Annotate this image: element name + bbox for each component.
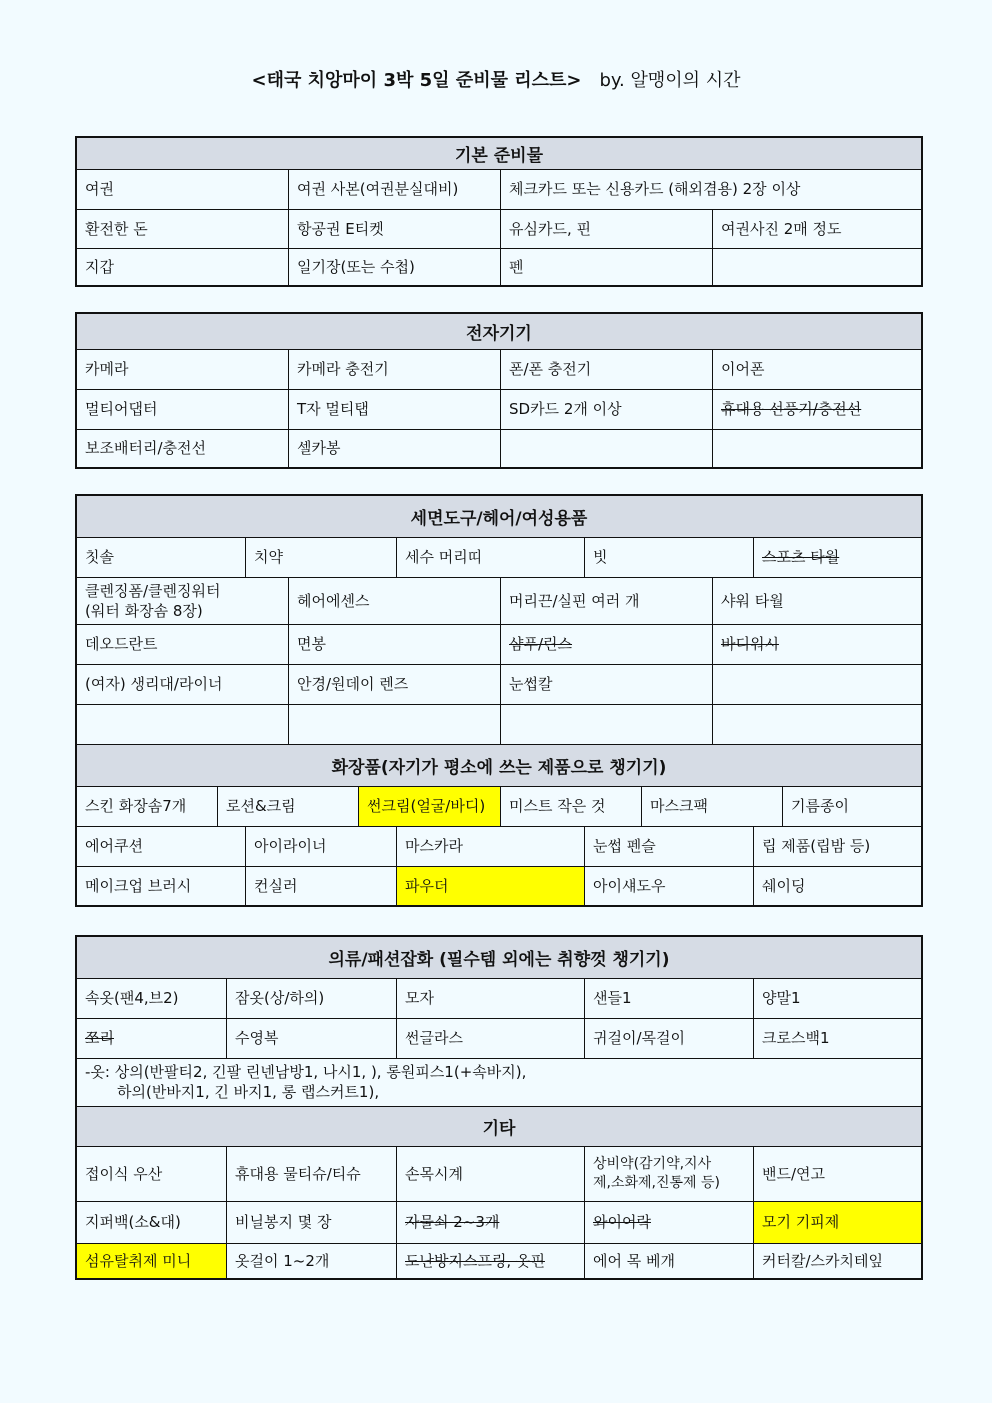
cell-line: 상비약(감기약,지사 <box>593 1156 712 1173</box>
table-cell: 보조배터리/충전선 <box>77 430 289 467</box>
table-cell: 칫솔 <box>77 538 246 577</box>
table-row <box>77 1244 921 1278</box>
cell-line: 클렌징폼/클렌징워터 <box>85 581 221 600</box>
table-cell-struck: 스포츠 타월 <box>762 548 840 567</box>
table-cell-struck: 휴대용 선풍기/충전선 <box>721 400 862 419</box>
table-cell: (여자) 생리대/라이너 <box>77 665 289 704</box>
table-row <box>77 538 921 578</box>
table-row <box>77 625 921 665</box>
table-cell: 수영복 <box>227 1019 397 1058</box>
table-cell: 눈썹 펜슬 <box>585 827 754 866</box>
table-cell: 머리끈/실핀 여러 개 <box>501 578 713 624</box>
section-header: 기타 <box>77 1107 921 1147</box>
table-cell: 모자 <box>397 979 585 1018</box>
table-cell: 치약 <box>246 538 397 577</box>
table-cell: 에어 목 베개 <box>585 1244 754 1278</box>
table-cell: 펜 <box>501 249 713 285</box>
table-cell: 로션&크림 <box>218 787 359 826</box>
table-cell: 항공권 E티켓 <box>289 210 501 248</box>
table-cell: 기름종이 <box>791 797 849 816</box>
section-basic <box>75 136 923 287</box>
table-cell: 아이섀도우 <box>585 867 754 905</box>
table-cell: 옷걸이 1~2개 <box>227 1244 397 1278</box>
table-row <box>77 787 921 827</box>
table-cell-highlighted: 파우더 <box>397 867 585 905</box>
table-cell: 멀티어댑터 <box>77 390 289 429</box>
table-cell: 면봉 <box>289 625 501 664</box>
table-cell: 귀걸이/목걸이 <box>585 1019 754 1058</box>
table-cell: 폰/폰 충전기 <box>501 350 713 389</box>
table-cell <box>713 705 921 744</box>
table-cell <box>501 705 713 744</box>
table-cell: 크로스백1 <box>762 1029 830 1048</box>
table-cell <box>585 1147 754 1201</box>
table-cell-struck: 자물쇠 2~3개 <box>397 1202 585 1243</box>
table-cell: 지갑 <box>77 249 289 285</box>
section-header: 전자기기 <box>77 314 921 350</box>
table-cell: 여권사진 2매 정도 <box>721 219 842 238</box>
title-author: by. 알맹이의 시간 <box>599 70 741 91</box>
table-cell <box>713 249 921 285</box>
section-header: 세면도구/헤어/여성용품 <box>77 496 921 538</box>
table-cell: 샤워 타월 <box>721 591 784 610</box>
table-cell: 지퍼백(소&대) <box>77 1202 227 1243</box>
table-cell-struck: 와이어락 <box>585 1202 754 1243</box>
table-cell: 비닐봉지 몇 장 <box>227 1202 397 1243</box>
table-cell-highlighted: 모기 기피제 <box>754 1202 921 1243</box>
section-electronics <box>75 312 923 469</box>
table-cell: 체크카드 또는 신용카드 (해외겸용) 2장 이상 <box>509 180 801 199</box>
section-toiletries-cosmetics <box>75 494 923 907</box>
table-cell: 안경/원데이 렌즈 <box>289 665 501 704</box>
note-line: 하의(반바지1, 긴 바지1, 롱 랩스커트1), <box>117 1082 380 1101</box>
table-cell: 일기장(또는 수첩) <box>289 249 501 285</box>
table-cell: 썬글라스 <box>397 1019 585 1058</box>
table-cell-struck: 쪼리 <box>77 1019 227 1058</box>
table-cell: 손목시계 <box>397 1147 585 1201</box>
table-cell: 세수 머리띠 <box>397 538 585 577</box>
table-cell: 여권 <box>77 170 289 209</box>
table-cell-highlighted: 섬유탈취제 미니 <box>77 1244 227 1278</box>
table-cell-struck: 도난방지스프링, 옷핀 <box>397 1244 585 1278</box>
table-cell <box>289 705 501 744</box>
table-cell: 미스트 작은 것 <box>501 787 642 826</box>
cell-line: 제,소화제,진통제 등) <box>593 1175 721 1191</box>
page-title <box>0 66 992 92</box>
table-cell: 립 제품(립밤 등) <box>762 837 871 856</box>
cell-line: (워터 화장솜 8장) <box>85 602 203 620</box>
table-cell: 환전한 돈 <box>77 210 289 248</box>
title-main: <태국 치앙마이 3박 5일 준비물 리스트> <box>251 70 582 91</box>
table-cell: 커터칼/스카치테잎 <box>762 1251 883 1270</box>
table-cell: 여권 사본(여권분실대비) <box>289 170 501 209</box>
table-cell: 셀카봉 <box>289 430 501 467</box>
table-cell: 눈썹칼 <box>501 665 713 704</box>
table-row <box>77 578 921 625</box>
table-row <box>77 350 921 390</box>
table-cell: 스킨 화장솜7개 <box>77 787 218 826</box>
table-cell: 헤어에센스 <box>289 578 501 624</box>
table-row <box>77 390 921 430</box>
table-cell: 이어폰 <box>721 360 765 379</box>
table-cell: 빗 <box>585 538 754 577</box>
table-cell: 에어쿠션 <box>77 827 246 866</box>
table-cell <box>77 578 289 624</box>
table-cell: 카메라 충전기 <box>289 350 501 389</box>
table-row <box>77 210 921 249</box>
table-cell: 메이크업 브러시 <box>77 867 246 905</box>
table-row <box>77 249 921 285</box>
table-cell: 유심카드, 핀 <box>501 210 713 248</box>
table-cell-struck: 샴푸/린스 <box>501 625 713 664</box>
table-cell: 잠옷(상/하의) <box>227 979 397 1018</box>
table-row <box>77 170 921 210</box>
table-cell <box>501 430 713 467</box>
table-cell <box>713 665 921 704</box>
table-cell: 데오드란트 <box>77 625 289 664</box>
table-row <box>77 1202 921 1244</box>
table-cell: 마스크팩 <box>642 787 783 826</box>
table-row <box>77 1019 921 1059</box>
table-row <box>77 827 921 867</box>
table-cell: 쉐이딩 <box>762 876 806 895</box>
clothing-note <box>77 1063 534 1102</box>
table-cell: 속옷(팬4,브2) <box>77 979 227 1018</box>
table-cell <box>713 430 921 467</box>
table-row <box>77 430 921 467</box>
table-row <box>77 705 921 745</box>
table-row <box>77 867 921 905</box>
table-cell <box>77 705 289 744</box>
table-cell: 컨실러 <box>246 867 397 905</box>
table-cell: 마스카라 <box>397 827 585 866</box>
table-row <box>77 665 921 705</box>
table-cell: T자 멀티탭 <box>289 390 501 429</box>
note-line: -옷: 상의(반팔티2, 긴팔 린넨남방1, 나시1, ), 롱원피스1(+속바지), <box>85 1063 527 1081</box>
table-cell: 양말1 <box>762 989 801 1008</box>
table-cell: 카메라 <box>77 350 289 389</box>
table-cell-struck: 바디워시 <box>721 635 779 654</box>
table-cell-highlighted: 썬크림(얼굴/바디) <box>359 787 501 826</box>
table-row <box>77 1147 921 1202</box>
section-header: 의류/패션잡화 (필수템 외에는 취향껏 챙기기) <box>77 937 921 979</box>
table-cell: 휴대용 물티슈/티슈 <box>227 1147 397 1201</box>
table-row <box>77 1059 921 1107</box>
section-header: 기본 준비물 <box>77 138 921 170</box>
table-cell: 아이라이너 <box>246 827 397 866</box>
section-clothing-etc <box>75 935 923 1280</box>
section-header: 화장품(자기가 평소에 쓰는 제품으로 챙기기) <box>77 745 921 787</box>
table-cell: 샌들1 <box>585 979 754 1018</box>
table-cell: SD카드 2개 이상 <box>501 390 713 429</box>
table-cell: 접이식 우산 <box>77 1147 227 1201</box>
table-cell: 밴드/연고 <box>762 1164 826 1183</box>
table-row <box>77 979 921 1019</box>
